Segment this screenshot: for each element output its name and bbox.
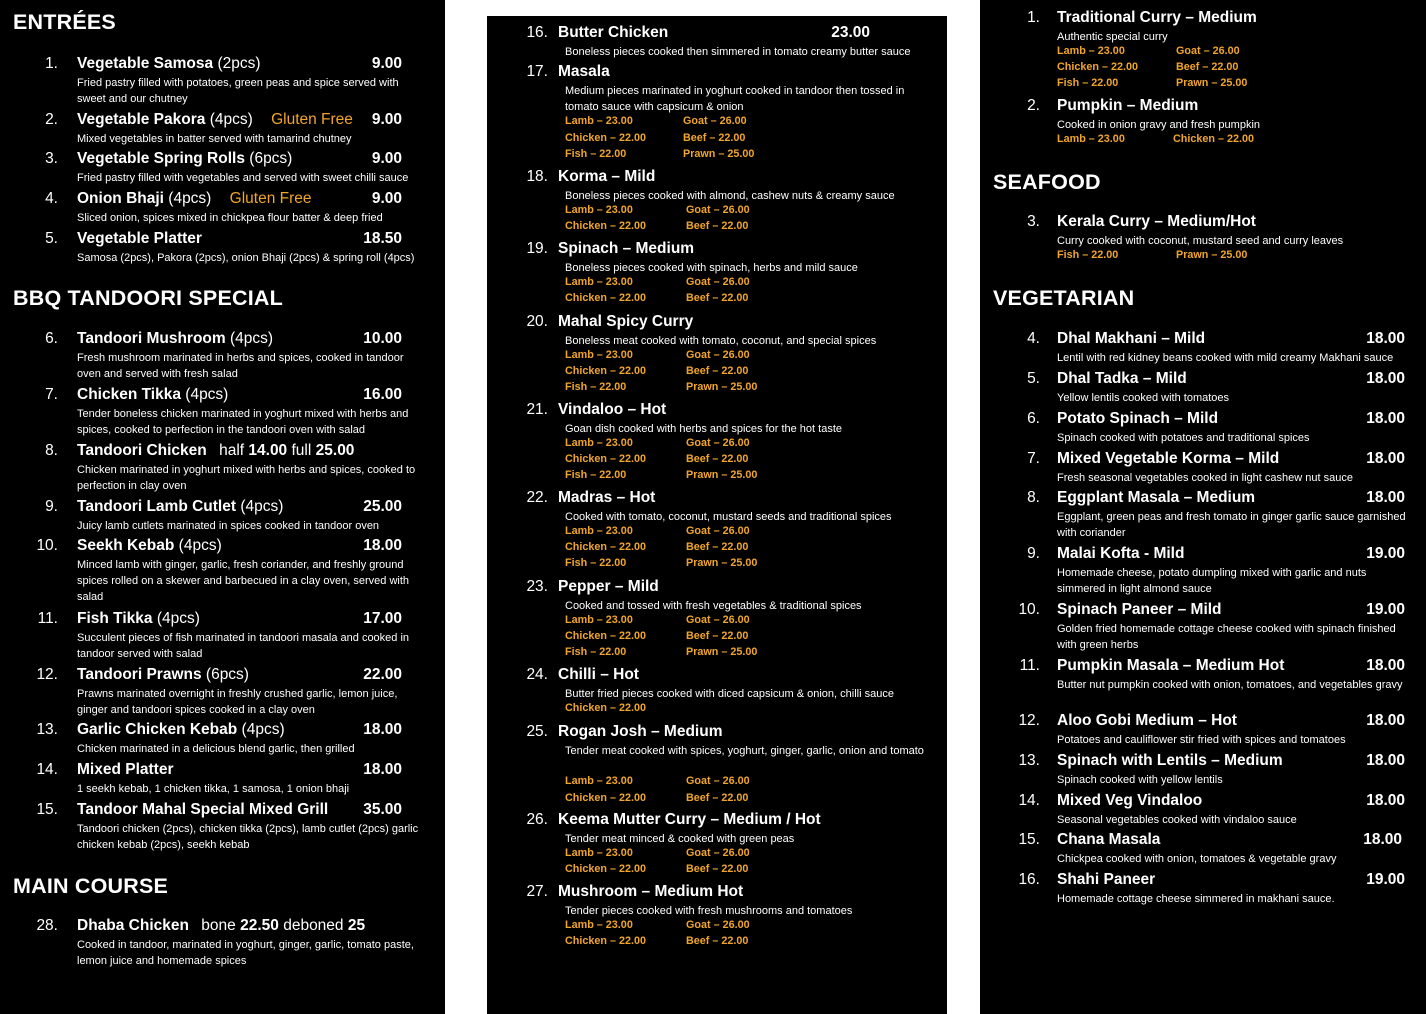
price-variant: Goat – 26.00	[686, 204, 750, 217]
item-description: Cooked and tossed with fresh vegetables & traditional spices	[565, 600, 862, 612]
item-name	[558, 24, 668, 42]
item-title: Mahal Spicy Curry	[558, 313, 694, 330]
item-name	[77, 442, 354, 460]
price-variant: Chicken – 22.00	[565, 131, 647, 144]
item-number: 6.	[1027, 410, 1040, 427]
price-variant: Goat – 26.00	[686, 847, 750, 860]
item-number: 7.	[1027, 450, 1040, 467]
item-name	[77, 111, 353, 129]
item-number: 11.	[1019, 657, 1040, 674]
item-price: 9.00	[371, 150, 402, 167]
item-price: 18.00	[363, 721, 402, 738]
item-price: 25.00	[363, 498, 402, 515]
item-name	[1057, 871, 1155, 889]
item-title: Dhaba Chicken	[77, 917, 189, 934]
price-variant: Prawn – 25.00	[683, 147, 755, 160]
item-description: Chicken marinated in yoghurt mixed with herbs and spices, cooked to perfection in clay oven	[77, 464, 416, 493]
item-name	[558, 401, 666, 419]
price-variant: Chicken – 22.00	[565, 863, 647, 876]
item-description: Potatoes and cauliflower stir fried with spices and tomatoes	[1057, 734, 1346, 746]
item-description: Juicy lamb cutlets marinated in spices cooked in tandoor oven	[77, 520, 380, 532]
item-name	[558, 63, 610, 81]
item-title: Potato Spinach – Mild	[1057, 410, 1219, 427]
item-quantity: (4pcs)	[168, 190, 212, 207]
price-variant: Chicken – 22.00	[565, 365, 647, 378]
price-variant: Beef – 22.00	[686, 365, 749, 378]
item-number: 12.	[1018, 712, 1040, 729]
item-number: 19.	[526, 240, 548, 257]
item-quantity: (4pcs)	[178, 537, 222, 554]
item-number: 20.	[526, 313, 548, 330]
item-title: Garlic Chicken Kebab	[77, 721, 238, 738]
price-variant: Beef – 22.00	[683, 131, 746, 144]
price-variant: Chicken – 22.00	[565, 702, 647, 715]
item-description: Tender boneless chicken marinated in yoghurt mixed with herbs and spices, cooked to perfection in the tandoori oven with salad	[77, 408, 409, 437]
item-price: 10.00	[363, 330, 402, 347]
item-number: 8.	[45, 442, 58, 459]
item-number: 7.	[45, 386, 58, 403]
item-number: 3.	[1027, 213, 1040, 230]
item-number: 10.	[1018, 601, 1040, 618]
item-description: Butter fried pieces cooked with diced capsicum & onion, chilli sauce	[565, 688, 894, 700]
price-variant: Lamb – 23.00	[565, 614, 633, 627]
item-description: Tender meat cooked with spices, yoghurt, ginger, garlic, onion and tomato	[565, 745, 924, 757]
item-name	[77, 386, 228, 404]
item-quantity: (4pcs)	[230, 330, 274, 347]
item-quantity: (6pcs)	[205, 666, 249, 683]
item-description: Boneless meat cooked with tomato, coconut, and special spices	[565, 335, 877, 347]
item-description: Cooked in onion gravy and fresh pumpkin	[1057, 119, 1261, 131]
item-title: Tandoori Chicken	[77, 442, 207, 459]
item-name	[1057, 752, 1283, 770]
price-variant: Goat – 26.00	[686, 614, 750, 627]
item-number: 18.	[526, 168, 548, 185]
deboned-label: deboned	[283, 917, 344, 934]
gluten-free-tag: Gluten Free	[229, 190, 312, 207]
price-variant: Goat – 26.00	[686, 437, 750, 450]
item-price: 18.00	[1366, 792, 1405, 809]
item-description: Homemade cottage cheese simmered in makhani sauce.	[1057, 893, 1335, 905]
item-description: Cooked in tandoor, marinated in yoghurt, ginger, garlic, tomato paste, lemon juice and homemade spices	[77, 939, 414, 968]
item-title: Shahi Paneer	[1057, 871, 1156, 888]
half-price: 14.00	[248, 442, 288, 459]
item-title: Mixed Vegetable Korma – Mild	[1057, 450, 1280, 467]
item-price: 18.00	[1366, 330, 1405, 347]
item-name	[1057, 792, 1202, 810]
item-name	[558, 811, 821, 829]
item-description: Chicken marinated in a delicious blend garlic, then grilled	[77, 743, 355, 755]
half-label: half	[219, 442, 245, 459]
seafood-heading: SEAFOOD	[993, 170, 1101, 194]
item-price: 9.00	[371, 190, 402, 207]
price-variant: Goat – 26.00	[686, 775, 750, 788]
bbq-heading: BBQ TANDOORI SPECIAL	[13, 286, 283, 310]
price-variant: Beef – 22.00	[686, 541, 749, 554]
price-variant: Lamb – 23.00	[565, 115, 633, 128]
item-description: Fried pastry filled with potatoes, green peas and spice served with sweet and our chutney	[77, 77, 399, 106]
item-title: Tandoori Lamb Cutlet	[77, 498, 237, 515]
bone-price: 22.50	[240, 917, 279, 934]
item-number: 14.	[36, 761, 58, 778]
item-name	[1057, 657, 1284, 675]
item-title: Chilli – Hot	[558, 666, 639, 683]
price-variant: Goat – 26.00	[686, 349, 750, 362]
price-variant: Beef – 22.00	[686, 630, 749, 643]
item-name	[1057, 712, 1237, 730]
item-name	[558, 723, 723, 741]
price-variant: Lamb – 23.00	[565, 349, 633, 362]
item-name	[77, 801, 328, 819]
item-price: 18.50	[363, 230, 402, 247]
item-title: Mixed Veg Vindaloo	[1057, 792, 1203, 809]
price-variant: Fish – 22.00	[565, 646, 627, 659]
item-description: Tandoori chicken (2pcs), chicken tikka (2pcs), lamb cutlet (2pcs) garlic chicken kebab (2pcs), seekh kebab	[77, 823, 419, 852]
item-quantity: (4pcs)	[185, 386, 229, 403]
item-title: Pumpkin – Medium	[1057, 97, 1199, 114]
item-quantity: (4pcs)	[156, 610, 200, 627]
item-title: Vegetable Samosa	[77, 55, 214, 72]
item-description: Eggplant, green peas and fresh tomato in ginger garlic sauce garnished with coriander	[1057, 511, 1406, 540]
price-variant: Lamb – 23.00	[565, 775, 633, 788]
item-number: 16.	[526, 24, 548, 41]
item-number: 4.	[1027, 330, 1040, 347]
item-description: Cooked with tomato, coconut, mustard seeds and traditional spices	[565, 511, 892, 523]
item-price: 18.00	[363, 761, 402, 778]
item-title: Vegetable Spring Rolls	[77, 150, 245, 167]
item-description: Medium pieces marinated in yoghurt cooked in tandoor then tossed in tomato sauce with capsicum & onion	[565, 85, 905, 114]
price-variant: Chicken – 22.00	[1173, 133, 1255, 146]
item-name	[558, 168, 655, 186]
price-variant: Beef – 22.00	[686, 863, 749, 876]
entrees-heading: ENTRÉES	[13, 10, 116, 34]
item-description: Samosa (2pcs), Pakora (2pcs), onion Bhaji (2pcs) & spring roll (4pcs)	[77, 252, 415, 264]
item-description: Golden fried homemade cottage cheese cooked with spinach finished with green herbs	[1057, 623, 1396, 652]
price-variant: Chicken – 22.00	[565, 541, 647, 554]
price-variant: Chicken – 22.00	[565, 220, 647, 233]
price-variant: Beef – 22.00	[686, 935, 749, 948]
item-number: 15.	[1018, 831, 1040, 848]
item-number: 17.	[526, 63, 548, 80]
price-variant: Lamb – 23.00	[565, 525, 633, 538]
price-variant: Chicken – 22.00	[565, 935, 647, 948]
price-variant: Lamb – 23.00	[565, 204, 633, 217]
item-title: Kerala Curry – Medium/Hot	[1057, 213, 1256, 230]
full-price: 25.00	[315, 442, 355, 459]
item-title: Mushroom – Medium Hot	[558, 883, 744, 900]
price-variant: Prawn – 25.00	[1176, 249, 1248, 262]
item-title: Masala	[558, 63, 610, 80]
price-variant: Lamb – 23.00	[1057, 45, 1125, 58]
item-number: 13.	[36, 721, 58, 738]
item-title: Spinach Paneer – Mild	[1057, 601, 1222, 618]
item-number: 10.	[36, 537, 58, 554]
item-description: Minced lamb with ginger, garlic, fresh coriander, and freshly ground spices rolled on a skewer and barbecued in a clay oven, served with salad	[77, 559, 410, 604]
item-price: 35.00	[363, 801, 402, 818]
price-variant: Chicken – 22.00	[565, 292, 647, 305]
item-title: Pumpkin Masala – Medium Hot	[1057, 657, 1285, 674]
item-name	[77, 761, 173, 779]
item-price: 18.00	[363, 537, 402, 554]
item-price: 22.00	[363, 666, 402, 683]
price-variant: Goat – 26.00	[686, 525, 750, 538]
item-title: Fish Tikka	[77, 610, 153, 627]
item-number: 9.	[1027, 545, 1040, 562]
item-description: Tender pieces cooked with fresh mushrooms and tomatoes	[565, 905, 853, 917]
item-name	[1057, 370, 1187, 388]
item-title: Vegetable Platter	[77, 230, 202, 247]
item-name	[77, 610, 200, 628]
item-title: Butter Chicken	[558, 24, 669, 41]
item-price: 18.00	[1366, 712, 1405, 729]
item-quantity: (4pcs)	[241, 721, 285, 738]
full-label: full	[291, 442, 312, 459]
price-variant: Chicken – 22.00	[565, 630, 647, 643]
item-number: 24.	[526, 666, 548, 683]
price-variant: Goat – 26.00	[686, 276, 750, 289]
item-name	[1057, 601, 1222, 619]
item-price: 16.00	[363, 386, 402, 403]
item-price: 19.00	[1366, 545, 1405, 562]
price-variant: Chicken – 22.00	[565, 453, 647, 466]
price-variant: Beef – 22.00	[686, 292, 749, 305]
item-number: 23.	[526, 578, 548, 595]
item-price: 18.00	[1366, 657, 1405, 674]
item-quantity: (4pcs)	[240, 498, 284, 515]
item-description: Fresh mushroom marinated in herbs and spices, cooked in tandoor oven and served with fresh salad	[77, 352, 404, 381]
item-price: 9.00	[371, 55, 402, 72]
item-name	[1057, 330, 1205, 348]
item-title: Pepper – Mild	[558, 578, 659, 595]
item-number: 21.	[526, 401, 548, 418]
price-variant: Prawn – 25.00	[686, 469, 758, 482]
price-variant: Beef – 22.00	[686, 791, 749, 804]
gluten-free-tag: Gluten Free	[271, 111, 353, 128]
item-price: 18.00	[1366, 489, 1405, 506]
price-variant: Goat – 26.00	[1176, 45, 1240, 58]
item-number: 6.	[45, 330, 58, 347]
item-description: 1 seekh kebab, 1 chicken tikka, 1 samosa, 1 onion bhaji	[77, 783, 350, 795]
price-variant: Prawn – 25.00	[686, 381, 758, 394]
item-description: Authentic special curry	[1057, 31, 1168, 43]
item-number: 15.	[36, 801, 58, 818]
item-description: Chickpea cooked with onion, tomatoes & vegetable gravy	[1057, 853, 1337, 865]
item-name	[77, 917, 365, 935]
menu-panel-left	[0, 0, 445, 1014]
price-variant: Prawn – 25.00	[686, 646, 758, 659]
vegetarian-heading: VEGETARIAN	[993, 286, 1135, 310]
price-variant: Fish – 22.00	[565, 381, 627, 394]
item-number: 25.	[526, 723, 548, 740]
item-title: Tandoori Mushroom	[77, 330, 226, 347]
item-number: 28.	[36, 917, 58, 934]
main-heading: MAIN COURSE	[13, 874, 169, 898]
item-name	[1057, 213, 1256, 231]
item-description: Spinach cooked with potatoes and traditional spices	[1057, 432, 1310, 444]
item-title: Chicken Tikka	[77, 386, 181, 403]
item-name	[1057, 9, 1257, 27]
price-variant: Lamb – 23.00	[565, 919, 633, 932]
item-description: Tender meat minced & cooked with green peas	[565, 833, 795, 845]
item-price: 18.00	[1363, 831, 1402, 848]
item-name	[558, 883, 743, 901]
item-name	[77, 190, 312, 208]
item-number: 11.	[37, 610, 58, 627]
item-title: Eggplant Masala – Medium	[1057, 489, 1256, 506]
item-price: 18.00	[1366, 370, 1405, 387]
item-description: Homemade cheese, potato dumpling mixed with garlic and nuts simmered in light almond sauce	[1057, 567, 1367, 596]
item-title: Chana Masala	[1057, 831, 1161, 848]
item-name	[1057, 489, 1255, 507]
item-title: Seekh Kebab	[77, 537, 175, 554]
item-number: 2.	[1027, 97, 1040, 114]
price-variant: Chicken – 22.00	[1057, 61, 1139, 74]
item-price: 23.00	[831, 24, 870, 41]
item-number: 2.	[45, 111, 58, 128]
item-name	[77, 721, 285, 739]
item-name	[558, 666, 639, 684]
item-name	[1057, 97, 1198, 115]
item-name	[1057, 831, 1160, 849]
item-name	[558, 313, 693, 331]
item-name	[558, 240, 694, 258]
item-number: 9.	[45, 498, 58, 515]
item-number: 12.	[36, 666, 58, 683]
item-description: Fried pastry filled with vegetables and served with sweet chilli sauce	[77, 172, 409, 184]
item-title: Malai Kofta - Mild	[1057, 545, 1185, 562]
item-price: 18.00	[1366, 450, 1405, 467]
item-description: Goan dish cooked with herbs and spices for the hot taste	[565, 423, 842, 435]
price-variant: Prawn – 25.00	[686, 557, 758, 570]
price-variant: Lamb – 23.00	[565, 847, 633, 860]
item-price: 18.00	[1366, 752, 1405, 769]
item-description: Lentil with red kidney beans cooked with mild creamy Makhani sauce	[1057, 352, 1394, 364]
price-variant: Fish – 22.00	[1057, 249, 1119, 262]
item-title: Dhal Makhani – Mild	[1057, 330, 1206, 347]
item-title: Aloo Gobi Medium – Hot	[1057, 712, 1237, 729]
price-variant: Lamb – 23.00	[565, 437, 633, 450]
item-quantity: (6pcs)	[249, 150, 293, 167]
price-variant: Fish – 22.00	[565, 147, 627, 160]
item-title: Spinach with Lentils – Medium	[1057, 752, 1283, 769]
item-title: Madras – Hot	[558, 489, 656, 506]
item-number: 3.	[45, 150, 58, 167]
item-description: Boneless pieces cooked with almond, cashew nuts & creamy sauce	[565, 190, 895, 202]
bone-label: bone	[201, 917, 236, 934]
item-title: Korma – Mild	[558, 168, 656, 185]
item-price: 9.00	[371, 111, 402, 128]
item-description: Curry cooked with coconut, mustard seed and curry leaves	[1057, 235, 1344, 247]
item-description: Prawns marinated overnight in freshly crushed garlic, lemon juice, ginger and tandoori spices cooked in a clay oven	[77, 688, 398, 717]
price-variant: Goat – 26.00	[683, 115, 747, 128]
item-title: Rogan Josh – Medium	[558, 723, 723, 740]
item-number: 27.	[526, 883, 548, 900]
item-name	[1057, 450, 1279, 468]
price-variant: Goat – 26.00	[686, 919, 750, 932]
item-description: Yellow lentils cooked with tomatoes	[1057, 392, 1230, 404]
item-number: 1.	[45, 55, 58, 72]
menu-panel-right	[980, 0, 1426, 1014]
item-number: 1.	[1027, 9, 1040, 26]
item-description: Butter nut pumpkin cooked with onion, tomatoes, and vegetables gravy	[1057, 679, 1403, 691]
item-description: Spinach cooked with yellow lentils	[1057, 774, 1223, 786]
item-number: 14.	[1018, 792, 1040, 809]
item-name	[77, 498, 283, 516]
item-title: Dhal Tadka – Mild	[1057, 370, 1187, 387]
item-name	[558, 578, 659, 596]
price-variant: Beef – 22.00	[686, 220, 749, 233]
item-price: 19.00	[1366, 601, 1405, 618]
price-variant: Beef – 22.00	[686, 453, 749, 466]
item-description: Succulent pieces of fish marinated in tandoori masala and cooked in tandoor served with salad	[77, 632, 410, 661]
item-description: Boneless pieces cooked then simmered in tomato creamy butter sauce	[565, 46, 911, 58]
item-name	[77, 150, 292, 168]
item-price: 17.00	[363, 610, 402, 627]
item-number: 22.	[526, 489, 548, 506]
item-number: 13.	[1018, 752, 1040, 769]
item-number: 5.	[1027, 370, 1040, 387]
item-name	[77, 230, 202, 248]
item-title: Tandoor Mahal Special Mixed Grill	[77, 801, 329, 818]
item-description: Mixed vegetables in batter served with tamarind chutney	[77, 133, 352, 145]
item-name	[77, 55, 261, 73]
price-variant: Fish – 22.00	[1057, 77, 1119, 90]
price-variant: Beef – 22.00	[1176, 61, 1239, 74]
item-title: Mixed Platter	[77, 761, 174, 778]
item-number: 26.	[526, 811, 548, 828]
item-name	[558, 489, 655, 507]
deboned-price: 25	[347, 917, 366, 934]
item-number: 4.	[45, 190, 58, 207]
item-description: Boneless pieces cooked with spinach, herbs and mild sauce	[565, 262, 858, 274]
price-variant: Prawn – 25.00	[1176, 77, 1248, 90]
item-title: Onion Bhaji	[77, 190, 164, 207]
item-quantity: (4pcs)	[209, 111, 253, 128]
item-number: 16.	[1018, 871, 1040, 888]
item-description: Seasonal vegetables cooked with vindaloo sauce	[1057, 814, 1297, 826]
item-title: Vegetable Pakora	[77, 111, 206, 128]
price-variant: Lamb – 23.00	[565, 276, 633, 289]
item-title: Traditional Curry – Medium	[1057, 9, 1257, 26]
price-variant: Fish – 22.00	[565, 469, 627, 482]
menu-panel-middle	[487, 16, 947, 1014]
item-description: Fresh seasonal vegetables cooked in light cashew nut sauce	[1057, 472, 1353, 484]
item-quantity: (2pcs)	[217, 55, 261, 72]
price-variant: Chicken – 22.00	[565, 791, 647, 804]
item-title: Tandoori Prawns	[77, 666, 202, 683]
item-name	[77, 537, 222, 555]
item-price: 19.00	[1366, 871, 1405, 888]
item-title: Keema Mutter Curry – Medium / Hot	[558, 811, 821, 828]
price-variant: Fish – 22.00	[565, 557, 627, 570]
item-price: 18.00	[1366, 410, 1405, 427]
item-name	[1057, 545, 1184, 563]
item-name	[1057, 410, 1218, 428]
price-variant: Lamb – 23.00	[1057, 133, 1125, 146]
item-name	[77, 666, 249, 684]
item-title: Vindaloo – Hot	[558, 401, 667, 418]
item-number: 8.	[1027, 489, 1040, 506]
item-title: Spinach – Medium	[558, 240, 695, 257]
item-number: 5.	[45, 230, 58, 247]
item-name	[77, 330, 273, 348]
item-description: Sliced onion, spices mixed in chickpea flour batter & deep fried	[77, 212, 383, 224]
